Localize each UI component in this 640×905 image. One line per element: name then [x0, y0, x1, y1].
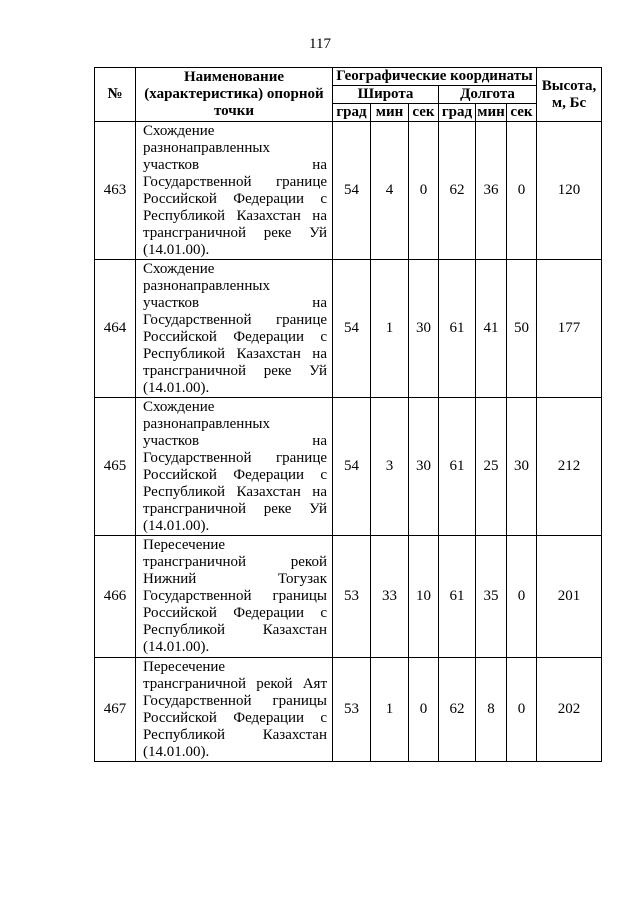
point-number: 466	[95, 536, 136, 658]
lat-deg-header: град	[333, 104, 371, 122]
lat-min: 1	[371, 260, 409, 398]
table-row	[95, 122, 602, 260]
lon-deg: 61	[439, 536, 476, 658]
lon-deg: 62	[439, 122, 476, 260]
lat-deg: 54	[333, 122, 371, 260]
lat-min: 4	[371, 122, 409, 260]
point-name: Пересечение трансграничной рекой Аят Государственной границы Российской Федерации с Республикой Казахстан (14.01.00).	[136, 658, 333, 762]
lon-sec: 0	[507, 536, 537, 658]
point-number: 464	[95, 260, 136, 398]
height-value: 177	[537, 260, 602, 398]
lon-sec-header: сек	[507, 104, 537, 122]
lon-deg: 62	[439, 658, 476, 762]
lat-deg: 54	[333, 260, 371, 398]
lon-deg: 61	[439, 260, 476, 398]
point-name: Схождение разнонаправленных участков на Государственной границе Российской Федерации с Республикой Казахстан на трансграничной реке Уй (14.01.00).	[136, 260, 333, 398]
height-value: 201	[537, 536, 602, 658]
point-number: 465	[95, 398, 136, 536]
point-number: 467	[95, 658, 136, 762]
lat-sec: 0	[409, 658, 439, 762]
reference-points-table	[94, 67, 602, 762]
lat-min: 33	[371, 536, 409, 658]
height-value: 212	[537, 398, 602, 536]
point-name: Схождение разнонаправленных участков на Государственной границе Российской Федерации с Республикой Казахстан на трансграничной реке Уй (14.01.00).	[136, 398, 333, 536]
lat-deg: 54	[333, 398, 371, 536]
table-row	[95, 536, 602, 658]
lon-sec: 50	[507, 260, 537, 398]
lat-min: 3	[371, 398, 409, 536]
lon-min-header: мин	[477, 104, 505, 120]
lon-deg: 61	[439, 398, 476, 536]
table-row	[95, 260, 602, 398]
height-value: 202	[537, 658, 602, 762]
table-row	[95, 398, 602, 536]
column-header-coordinates: Географические координаты	[333, 68, 537, 86]
point-name: Схождение разнонаправленных участков на Государственной границе Российской Федерации с Республикой Казахстан на трансграничной реке Уй (14.01.00).	[136, 122, 333, 260]
lon-sec: 0	[507, 122, 537, 260]
column-header-height: Высота, м, Бс	[537, 68, 602, 122]
lon-min: 35	[476, 536, 507, 658]
lat-deg: 53	[333, 658, 371, 762]
lat-sec: 0	[409, 122, 439, 260]
lat-min: 1	[371, 658, 409, 762]
lat-sec: 30	[409, 260, 439, 398]
lon-deg-header: град	[439, 104, 476, 122]
lon-min: 36	[476, 122, 507, 260]
column-header-number: №	[95, 68, 136, 122]
lon-sec: 30	[507, 398, 537, 536]
height-value: 120	[537, 122, 602, 260]
point-number: 463	[95, 122, 136, 260]
lat-deg: 53	[333, 536, 371, 658]
lat-min-header: мин	[371, 104, 409, 122]
lon-sec: 0	[507, 658, 537, 762]
lon-min: 8	[476, 658, 507, 762]
point-name: Пересечение трансграничной рекой Нижний Тогузак Государственной границы Российской Федерации с Республикой Казахстан (14.01.00).	[136, 536, 333, 658]
lon-min: 41	[476, 260, 507, 398]
column-header-name: Наименование (характеристика) опорной точки	[136, 68, 333, 122]
lat-sec: 30	[409, 398, 439, 536]
lat-sec-header: сек	[409, 104, 439, 122]
page-number: 117	[309, 36, 331, 52]
lat-sec: 10	[409, 536, 439, 658]
column-header-latitude: Широта	[333, 86, 439, 104]
table-row	[95, 658, 602, 762]
lon-min: 25	[476, 398, 507, 536]
column-header-longitude: Долгота	[439, 86, 537, 104]
